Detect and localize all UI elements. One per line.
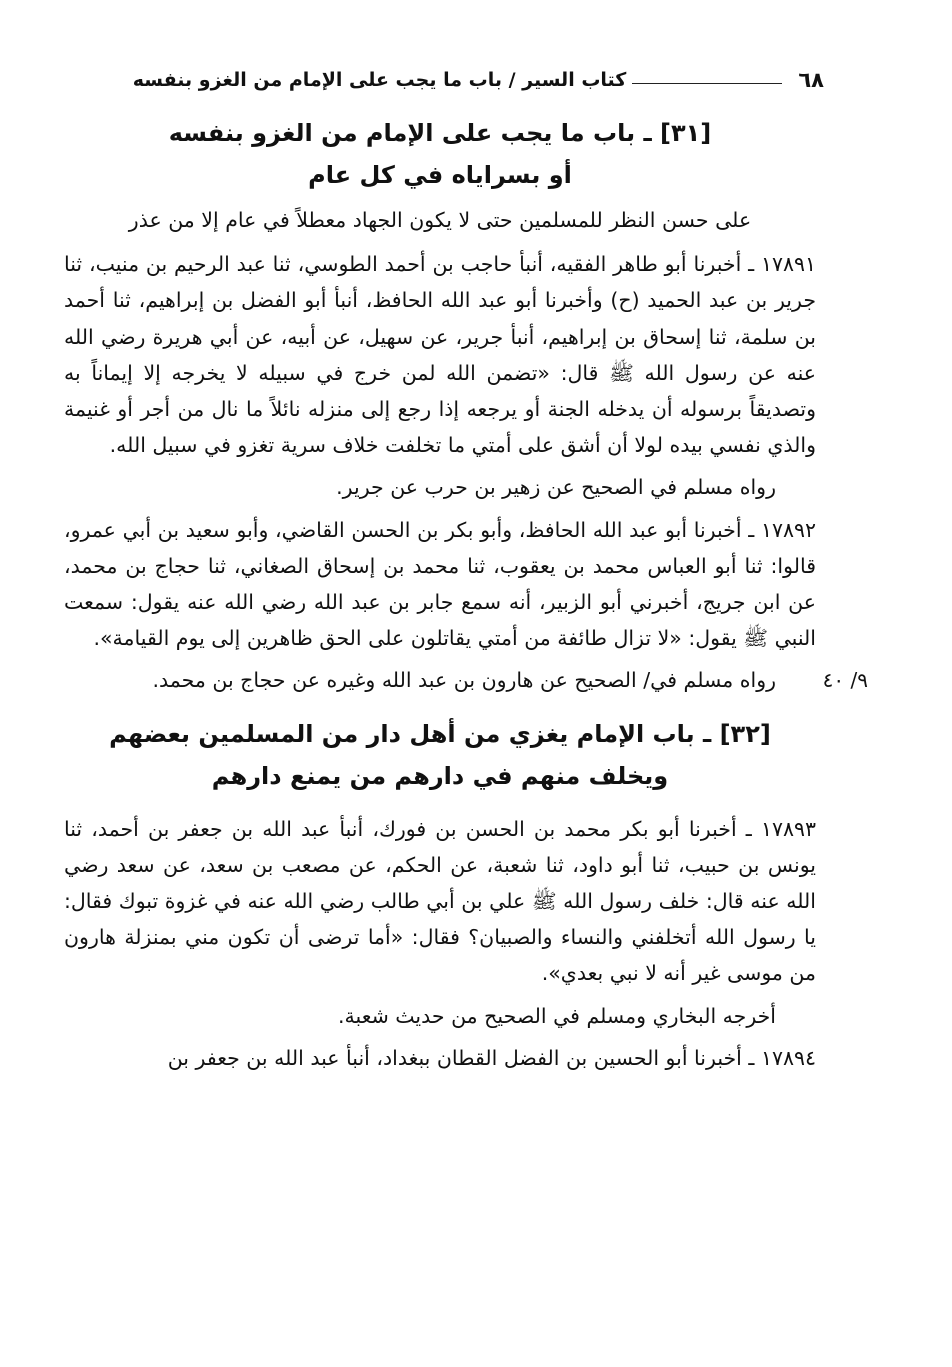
running-title: كتاب السير / باب ما يجب على الإمام من الغزو بنفسه [132, 69, 627, 91]
hadith-text: أخبرنا أبو بكر محمد بن الحسن بن فورك، أنبأ عبد الله بن جعفر بن أحمد، ثنا يونس بن حبيب، ثنا أبو داود، ثنا شعبة، عن الحكم، عن مصعب بن سعد، عن سعد رضي الله عنه قال: خلف رسول الله ﷺ علي بن أبي طالب رضي الله عنه في غزوة تبوك فقال: يا رسول الله أتخلفني والنساء والصبيان؟ فقال: «أما ترضى أن تكون مني بمنزلة هارون من موسى غير أنه لا نبي بعدي». [64, 816, 816, 986]
hadith-17893: ١٧٨٩٣ ـ أخبرنا أبو بكر محمد بن الحسن بن فورك، أنبأ عبد الله بن جعفر بن أحمد، ثنا يونس بن حبيب، ثنا أبو داود، ثنا شعبة، عن الحكم، عن مصعب بن سعد، عن سعد رضي الله عنه قال: خلف رسول الله ﷺ علي بن أبي طالب رضي الله عنه في غزوة تبوك فقال: يا رسول الله أتخلفني والنساء والصبيان؟ فقال: «أما ترضى أن تكون مني بمنزلة هارون من موسى غير أنه لا نبي بعدي». [64, 816, 816, 986]
chapter-32-title-line2: ويخلف منهم في دارهم من يمنع دارهم [211, 761, 669, 790]
hadith-17891-source: رواه مسلم في الصحيح عن زهير بن حرب عن جرير. [336, 475, 776, 500]
chapter-31-title [64, 112, 816, 196]
hadith-number: ١٧٨٩٤ [760, 1045, 816, 1070]
chapter-32-title [64, 713, 816, 797]
chapter-31-subtitle: على حسن النظر للمسلمين حتى لا يكون الجهاد معطلاً في عام إلا من عذر [128, 208, 752, 232]
header-rule [632, 83, 782, 84]
hadith-17892: ١٧٨٩٢ ـ أخبرنا أبو عبد الله الحافظ، وأبو بكر بن الحسن القاضي، وأبو سعيد بن أبي عمرو، قالوا: ثنا أبو العباس محمد بن يعقوب، ثنا محمد بن إسحاق الصغاني، ثنا حجاج بن محمد، عن ابن جريج، أخبرني أبو الزبير، أنه سمع جابر بن عبد الله رضي الله عنه يقول: سمعت النبي ﷺ يقول: «لا تزال طائفة من أمتي يقاتلون على الحق ظاهرين إلى يوم القيامة». [64, 517, 816, 651]
hadith-text: أخبرنا أبو طاهر الفقيه، أنبأ حاجب بن أحمد الطوسي، ثنا عبد الرحيم بن منيب، ثنا جرير بن عبد الحميد (ح) وأخبرنا أبو عبد الله الحافظ، أنبأ أبو الفضل بن إبراهيم، ثنا أحمد بن سلمة، ثنا إسحاق بن إبراهيم، أنبأ جرير، عن سهيل، عن أبيه، عن أبي هريرة رضي الله عنه عن رسول الله ﷺ قال: «تضمن الله لمن خرج في سبيله لا يخرجه إلا إيماناً به وتصديقاً برسوله أن يدخله الجنة أو يرجعه إذا رجع إلى منزله نائلاً ما نال من أجر أو غنيمة والذي نفسي بيده لولا أن أشق على أمتي ما تخلفت خلاف سرية تغزو في سبيل الله. [64, 252, 816, 458]
chapter-31-title-line2: أو بسراياه في كل عام [308, 161, 572, 189]
chapter-32-title-line1: [٣٢] ـ باب الإمام يغزي من أهل دار من المسلمين بعضهم [109, 719, 771, 748]
margin-reference: ٩/ ٤٠ [822, 668, 868, 693]
chapter-31-title-line1: [٣١] ـ باب ما يجب على الإمام من الغزو بنفسه [168, 119, 712, 147]
running-header [64, 62, 824, 98]
page-body [64, 112, 868, 1076]
hadith-17893-source: أخرجه البخاري ومسلم في الصحيح من حديث شعبة. [338, 1003, 776, 1028]
hadith-17892-source: رواه مسلم في/ الصحيح عن هارون بن عبد الله وغيره عن حجاج بن محمد. [152, 668, 776, 693]
hadith-text: أخبرنا أبو عبد الله الحافظ، وأبو بكر بن الحسن القاضي، وأبو سعيد بن أبي عمرو، قالوا: ثنا أبو العباس محمد بن يعقوب، ثنا محمد بن إسحاق الصغاني، ثنا حجاج بن محمد، عن ابن جريج، أخبرني أبو الزبير، أنه سمع جابر بن عبد الله رضي الله عنه يقول: سمعت النبي ﷺ يقول: «لا تزال طائفة من أمتي يقاتلون على الحق ظاهرين إلى يوم القيامة». [64, 517, 816, 651]
hadith-text: أخبرنا أبو الحسين بن الفضل القطان ببغداد، أنبأ عبد الله بن جعفر بن [167, 1045, 742, 1070]
page-number: ٦٨ [798, 68, 824, 92]
hadith-number: ١٧٨٩٢ [760, 517, 816, 542]
spacer [64, 797, 816, 805]
spacer [64, 705, 816, 713]
hadith-17891: ١٧٨٩١ ـ أخبرنا أبو طاهر الفقيه، أنبأ حاجب بن أحمد الطوسي، ثنا عبد الرحيم بن منيب، ثنا جرير بن عبد الحميد (ح) وأخبرنا أبو عبد الله الحافظ، أنبأ أبو الفضل بن إبراهيم، ثنا أحمد بن سلمة، ثنا إسحاق بن إبراهيم، أنبأ جرير، عن سهيل، عن أبيه، عن أبي هريرة رضي الله عنه عن رسول الله ﷺ قال: «تضمن الله لمن خرج في سبيله لا يخرجه إلا إيماناً به وتصديقاً برسوله أن يدخله الجنة أو يرجعه إذا رجع إلى منزله نائلاً ما نال من أجر أو غنيمة والذي نفسي بيده لولا أن أشق على أمتي ما تخلفت خلاف سرية تغزو في سبيل الله. [64, 252, 816, 458]
source-with-margin-ref [64, 662, 868, 698]
hadith-17894: ١٧٨٩٤ ـ أخبرنا أبو الحسين بن الفضل القطان ببغداد، أنبأ عبد الله بن جعفر بن [167, 1045, 816, 1070]
hadith-number: ١٧٨٩١ [760, 252, 816, 277]
hadith-number: ١٧٨٩٣ [760, 816, 816, 841]
